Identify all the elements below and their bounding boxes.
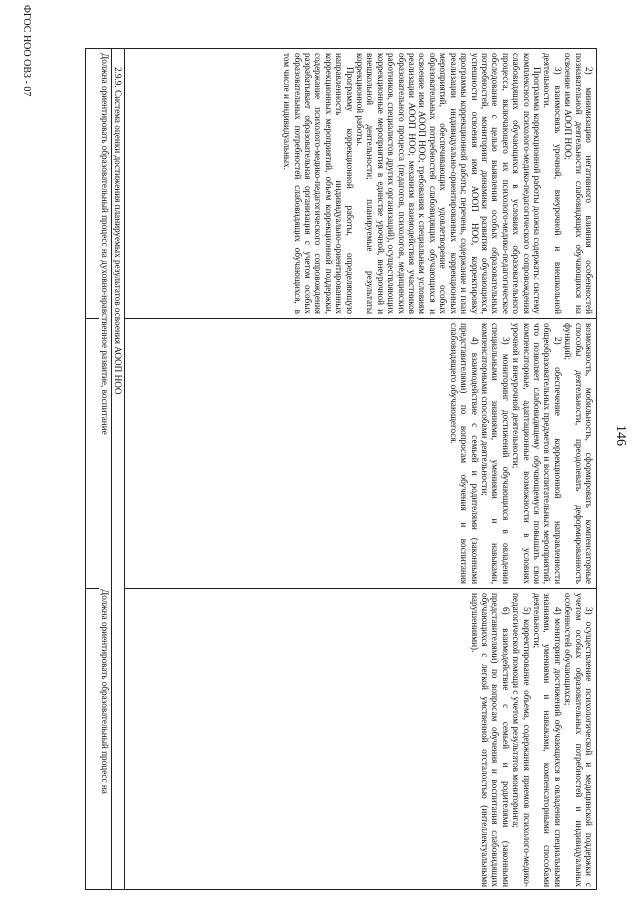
table-column-2 xyxy=(86,319,596,589)
final-row-cell-merged: Должна ориентировать образовательный процесс на духовно-нравственное развитие, воспитание xyxy=(100,53,110,435)
paragraph: 4) взаимодействие с семьей и родителями (законными представителями) по вопросам обучения и воспитания слабовидящего обучающегося. xyxy=(448,323,480,584)
row-divider xyxy=(124,49,125,889)
paragraph: 2) минимизацию негативного влияния особенностей познавательной деятельности слабовидящих обучающихся на освоение ими АООП НОО; xyxy=(563,53,594,314)
footer-code: ФГОС НОО ОВЗ - 07 xyxy=(21,5,32,97)
table-column-3 xyxy=(86,589,596,891)
paragraph: 3) осуществление психологической и медицинской поддержки с учетом особых образовательных потребностей и индивидуальных особенностей обучающихся; xyxy=(563,593,594,887)
final-row-cell-3: Должна ориентировать образовательный процесс на xyxy=(100,589,110,794)
section-heading: 2.9.9. Система оценки достижения планируемых результатов освоения АООП НОО xyxy=(112,49,124,889)
table-column-1 xyxy=(86,49,596,319)
row-divider xyxy=(111,49,112,889)
paragraph: 3) взаимосвязь урочной, внеурочной и внешкольной деятельности. xyxy=(542,53,563,314)
paragraph: Программу коррекционной работы, определяющую направленность индивидуально-ориентированных коррекционных мероприятий, объем коррекционной поддержки, содержание психолого-медико-педагогического сопровождения разрабатывает образовательная организация с учетом особых образовательных потребностей слабовидящих обучающихся, в том числе и индивидуальных. xyxy=(282,53,355,314)
paragraph: Программа коррекционной работы должна содержать: систему комплексного психолого-медико-педагогического сопровождения слабовидящих обучающихся в условиях образовательного процесса, включающего их психолого-медико-педагогическое обследование с целью выявления особых образовательных потребностей, мониторинг динамики развития обучающихся, успешности освоения ими АООП НОО, корректировку программы коррекционной работы; перечень, содержание и план реализации индивидуально-ориентированных коррекционных мероприятий, обеспечивающих удовлетворение особых образовательных потребностей слабовидящих обучающихся и освоение ими АООП НОО; требования к специальным условиям реализации АООП НОО; механизм взаимодействия участников образовательного процесса (педагогов, психологов, медицинских работников, специалистов других организаций), осуществляющих коррекционные мероприятия в единстве урочной, внеурочной и внешкольной деятельности; планируемые результаты коррекционной работы. xyxy=(355,53,542,314)
paragraph: 6) взаимодействие с семьей и родителями (законными представителями) по вопросам обучения и воспитания слабовидящих обучающихся с легкой умственной отсталостью (интеллектуальными нарушениями). xyxy=(469,593,511,887)
page-number: 146 xyxy=(613,425,628,446)
paragraph: 3) мониторинг достижений обучающихся в овладении специальными знаниями, умениями и навыками, компенсаторными способами деятельности; xyxy=(479,323,511,584)
paragraph: 5) корректирование объема, содержания приемов психолого-медико-педагогической помощи с учетом результатов мониторинга; xyxy=(511,593,532,887)
paragraph: 4) мониторинг достижений обучающихся в овладении специальными знаниями, умениями и навыками, компенсаторными способами деятельности; xyxy=(531,593,563,887)
standards-table xyxy=(85,48,597,890)
paragraph: возможность, мобильность, сформировать компенсаторные способы деятельности, преодолевать деформированность функций; xyxy=(563,323,594,584)
paragraph: 2) обеспечение коррекционной направленности общеобразовательных предметов и воспитательных мероприятий, что позволяет слабовидящему обучающемуся повышать свои компенсаторные, адаптационные возможности в условиях урочной и внеурочной деятельности; xyxy=(511,323,563,584)
final-row xyxy=(99,49,111,889)
